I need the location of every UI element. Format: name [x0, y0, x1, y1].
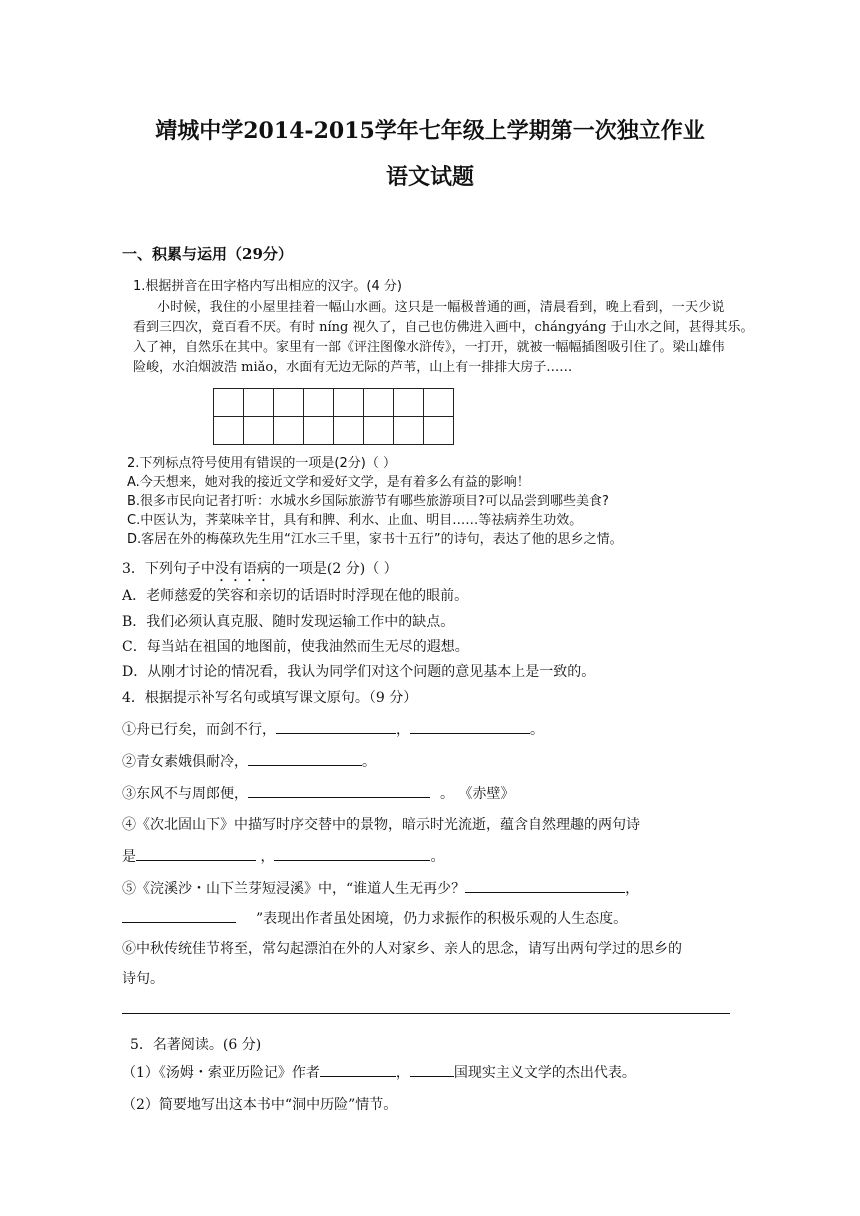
- q1-line-4: 险峻，水泊烟波浩 miǎo，水面有无边无际的芦苇，山上有一排排大房子……: [133, 360, 573, 375]
- q4-item-1: ①舟已行矣，而剑不行， ， 。: [122, 719, 544, 739]
- grid-cell[interactable]: [424, 389, 454, 417]
- q2-option-c: C.中医认为，荠菜味辛甘，具有和脾、利水、止血、明目……等祛病养生功效。: [127, 513, 583, 528]
- q4-item-4b-text: 是: [122, 849, 136, 865]
- q4-item-5a-text: ⑤《浣溪沙・山下兰芽短浸溪》中，“谁道人生无再少？: [122, 881, 466, 897]
- section-heading: 一、积累与运用（29分）: [122, 245, 293, 263]
- grid-cell[interactable]: [304, 417, 334, 445]
- q3-option-d: D．从刚才讨论的情况看，我认为同学们对这个问题的意见基本上是一致的。: [122, 664, 596, 680]
- answer-blank[interactable]: [122, 908, 236, 923]
- grid-cell[interactable]: [214, 389, 244, 417]
- grid-cell[interactable]: [364, 389, 394, 417]
- grid-cell[interactable]: [334, 417, 364, 445]
- grid-cell[interactable]: [274, 417, 304, 445]
- grid-cell[interactable]: [244, 389, 274, 417]
- grid-cell[interactable]: [334, 389, 364, 417]
- grid-cell[interactable]: [424, 417, 454, 445]
- answer-line[interactable]: [122, 1013, 730, 1014]
- q4-item-6a: ⑥中秋传统佳节将至，常勾起漂泊在外的人对家乡、亲人的思念，请写出两句学过的思乡的: [122, 941, 682, 957]
- answer-blank[interactable]: [136, 846, 256, 861]
- q5-sub-2: （2）简要地写出这本书中“洞中历险”情节。: [122, 1097, 398, 1113]
- q3-stem-emphasis: 没有语病: [214, 561, 271, 577]
- answer-blank[interactable]: [274, 846, 430, 861]
- grid-cell[interactable]: [214, 417, 244, 445]
- q1-line-1: 小时候，我住的小屋里挂着一幅山水画。这只是一幅极普通的画，清晨看到，晚上看到，一天少说: [157, 300, 725, 315]
- q4-item-3-text: ③东风不与周郎便，: [122, 786, 248, 802]
- q4-item-1-text: ①舟已行矣，而剑不行，: [122, 722, 276, 738]
- grid-cell[interactable]: [394, 389, 424, 417]
- answer-blank[interactable]: [320, 1062, 396, 1077]
- grid-cell[interactable]: [244, 417, 274, 445]
- answer-blank[interactable]: [248, 783, 430, 798]
- grid-cell[interactable]: [364, 417, 394, 445]
- q4-item-2-text: ②青女素娥俱耐冷，: [122, 754, 248, 770]
- q1-stem: 1.根据拼音在田字格内写出相应的汉字。(4 分): [133, 279, 402, 294]
- grid-cell[interactable]: [274, 389, 304, 417]
- q3-stem-pre: 3．下列句子中: [122, 561, 215, 577]
- q3-stem: [122, 558, 398, 585]
- page-subtitle: 语文试题: [385, 164, 474, 190]
- answer-blank[interactable]: [410, 1062, 454, 1077]
- q4-item-5b: [122, 908, 627, 928]
- q3-stem-post: 的一项是(2 分)（ ）: [270, 561, 398, 577]
- q2-option-d: D.客居在外的梅葆玖先生用“江水三千里，家书十五行”的诗句，表达了他的思乡之情。: [127, 532, 623, 547]
- q2-option-a: A.今天想来，她对我的接近文学和爱好文学，是有着多么有益的影响！: [127, 475, 530, 490]
- q4-stem: 4．根据提示补写名句或填写课文原句。（9 分）: [122, 690, 418, 706]
- q2-option-b: B.很多市民向记者打听：水城水乡国际旅游节有哪些旅游项目?可以品尝到哪些美食?: [127, 494, 609, 509]
- q4-item-5b-text: ”表现出作者虽处困境，仍力求振作的积极乐观的人生态度。: [256, 911, 628, 927]
- page-title: 靖城中学2014-2015学年七年级上学期第一次独立作业: [155, 118, 705, 144]
- q3-option-a: A．老师慈爱的笑容和亲切的话语时时浮现在他的眼前。: [122, 588, 469, 604]
- q5-sub-1-text-b: 国现实主义文学的杰出代表。: [453, 1065, 636, 1081]
- q4-item-3: [122, 783, 514, 803]
- answer-blank[interactable]: [276, 719, 396, 734]
- q1-line-2: 看到三四次，竟百看不厌。有时 níng 视久了，自己也仿佛进入画中，chángyáng 于山水之间，甚得其乐。: [133, 320, 754, 335]
- q3-option-c: C．每当站在祖国的地图前，使我油然而生无尽的遐想。: [122, 639, 469, 655]
- q4-item-4a: ④《次北固山下》中描写时序交替中的景物，暗示时光流逝，蕴含自然理趣的两句诗: [122, 817, 640, 833]
- q4-item-4b: 是 ， 。: [122, 846, 444, 866]
- q1-line-3: 入了神，自然乐在其中。家里有一部《评注图像水浒传》，一打开，就被一幅幅插图吸引住了。梁山雄伟: [133, 340, 725, 355]
- grid-cell[interactable]: [394, 417, 424, 445]
- q2-stem: 2.下列标点符号使用有错误的一项是(2分)（ ）: [127, 456, 396, 471]
- q4-item-6b: 诗句。: [122, 971, 164, 987]
- q4-item-3-source: 。 《赤壁》: [440, 786, 515, 802]
- q5-stem: 5．名著阅读。(6 分): [130, 1037, 262, 1053]
- answer-blank[interactable]: [465, 878, 625, 893]
- character-grid: [213, 388, 454, 445]
- grid-cell[interactable]: [304, 389, 334, 417]
- q4-item-2: ②青女素娥俱耐冷， 。: [122, 751, 376, 771]
- answer-blank[interactable]: [248, 751, 362, 766]
- q5-sub-1: （1）《汤姆・索亚历险记》作者 ， 国现实主义文学的杰出代表。: [122, 1062, 636, 1082]
- q4-item-5a: ⑤《浣溪沙・山下兰芽短浸溪》中，“谁道人生无再少？ ，: [122, 878, 639, 898]
- answer-blank[interactable]: [410, 719, 530, 734]
- q5-sub-1-text-a: （1）《汤姆・索亚历险记》作者: [122, 1065, 320, 1081]
- q3-option-b: B．我们必须认真克服、随时发现运输工作中的缺点。: [122, 614, 455, 630]
